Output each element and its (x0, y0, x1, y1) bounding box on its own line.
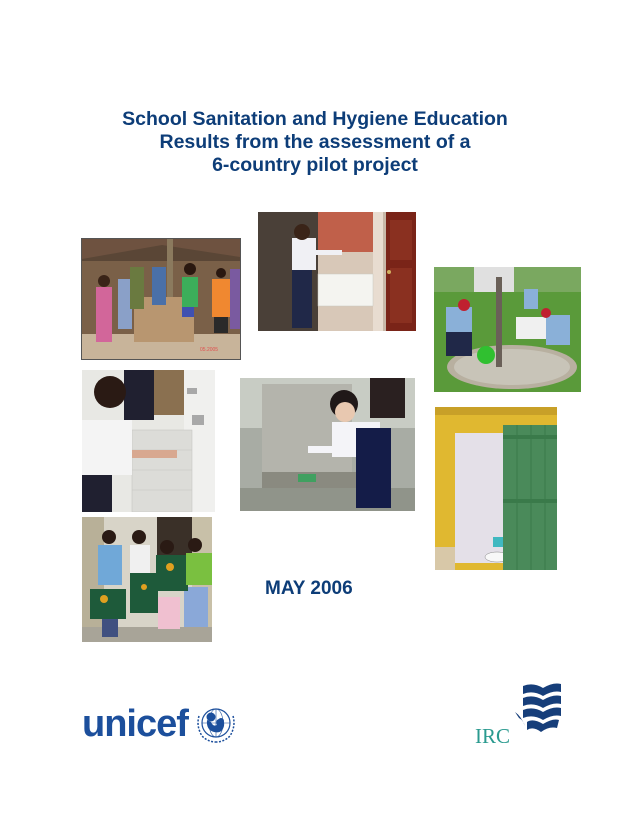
photo-girl-handwashing-trough (82, 370, 215, 512)
photo-hand-pump (434, 267, 581, 392)
title-line-1: School Sanitation and Hygiene Education (122, 108, 508, 130)
photo-date-stamp: 05.2005 (200, 347, 219, 353)
unicef-emblem-icon (194, 702, 238, 746)
irc-wordmark: IRC (475, 724, 511, 748)
irc-logo (475, 680, 565, 755)
unicef-wordmark: unicef (82, 703, 188, 745)
photo-handwashing-sink (258, 212, 416, 331)
irc-wave-mark-icon (513, 682, 563, 738)
document-date: MAY 2006 (265, 578, 353, 599)
document-title (0, 108, 630, 177)
title-line-3: 6-country pilot project (212, 154, 418, 176)
photo-students-posters (82, 517, 212, 642)
photo-students-shelter (81, 238, 241, 360)
unicef-logo (82, 702, 238, 746)
photo-latrine-green-door (435, 407, 557, 570)
title-line-2: Results from the assessment of a (159, 131, 471, 153)
photo-girl-water-tank (240, 378, 415, 511)
